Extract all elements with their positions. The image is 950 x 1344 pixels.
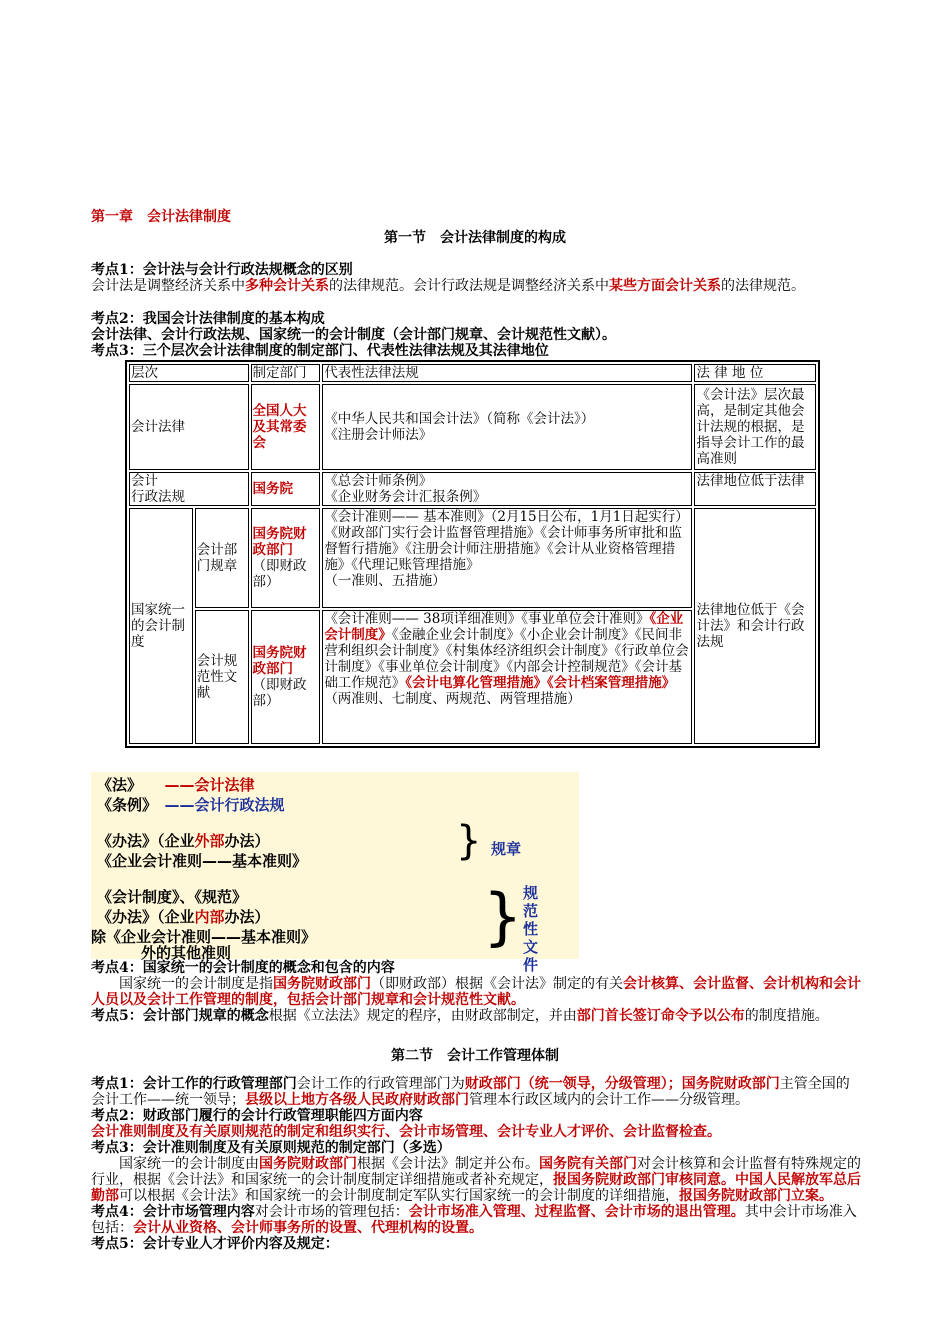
r1-level: 会计法律 <box>129 384 249 470</box>
r4-laws: 《会计准则—— 38项详细准则》《事业单位会计准则》《企业会计制度》《金融企业会计制度》《小企业会计制度》《民间非营利组织会计制度》《村集体经济组织会计制度》《行政单位会计制度》《事业单位会计制度》《内部会计控制规范》《会计基础工作规范》《会计电算化管理措施》《会计档案管理措施》（两准则、七制度、两规范、两管理措施） <box>322 610 692 744</box>
th-dept: 制定部门 <box>251 364 321 382</box>
chapter-title: 第一章 会计法律制度 <box>91 209 231 225</box>
r1-laws: 《中华人民共和国会计法》（简称《会计法》） 《注册会计师法》 <box>322 384 692 470</box>
r3-level: 国家统一的会计制度 <box>129 508 193 744</box>
r3-laws: 《会计准则—— 基本准则》（2月15日公布，1月1日起实行） 《财政部门实行会计监督管理措施》《会计师事务所审批和监督暂行措施》《注册会计师注册措施》《会计从业资格管理措施》《代理记账管理措施》 （一准则、五措施） <box>322 508 692 608</box>
fig-line1: 《法》 ——会计法律 <box>97 776 255 794</box>
fig-brace2: } <box>483 880 523 953</box>
r2-status: 法律地位低于法律 <box>694 472 816 506</box>
s2-point2-body: 会计准则制度及有关原则规范的制定和组织实行、会计市场管理、会计专业人才评价、会计监督检查。 <box>91 1124 721 1140</box>
r2-level: 会计 行政法规 <box>129 472 249 506</box>
r4-sub: 会计规范性文献 <box>195 610 249 744</box>
fig-group2: 规范性文件 <box>523 884 539 974</box>
point1 <box>91 262 861 294</box>
r3-status: 法律地位低于《会计法》和会计行政法规 <box>694 508 816 744</box>
section2-title: 第二节 会计工作管理体制 <box>391 1048 559 1064</box>
fig-group1: 规章 <box>491 840 522 858</box>
s2-point5-heading: 考点5：会计专业人才评价内容及规定： <box>91 1236 339 1252</box>
point2 <box>91 311 861 359</box>
point4 <box>91 960 861 1024</box>
point3-heading: 考点3：三个层次会计法律制度的制定部门、代表性法律法规及其法律地位 <box>91 343 549 359</box>
r3-sub: 会计部门规章 <box>195 508 249 608</box>
th-laws: 代表性法律法规 <box>322 364 692 382</box>
fig-line8: 外的其他准则 <box>141 944 232 962</box>
fig-line3: 《办法》（企业外部办法） <box>97 832 270 850</box>
point1-heading: 考点1：会计法与会计行政法规概念的区别 <box>91 262 353 278</box>
r1-status: 《会计法》层次最高，是制定其他会计法规的根据，是指导会计工作的最高准则 <box>694 384 816 470</box>
fig-line6: 《办法》（企业内部办法） <box>97 908 270 926</box>
fig-line2: 《条例》 ——会计行政法规 <box>97 796 285 814</box>
section1-title: 第一节 会计法律制度的构成 <box>384 230 566 246</box>
fig-line7: 除《企业会计准则——基本准则》 <box>91 928 317 946</box>
section2-body <box>91 1076 861 1252</box>
s2-point3-body: 国家统一的会计制度由国务院财政部门根据《会计法》制定并公布。国务院有关部门对会计核算和会计监督有特殊规定的行业，根据《会计法》和国家统一的会计制度制定详细措施或者补充规定，报国务院财政部门审核同意。中国人民解放军总后勤部可以根据《会计法》和国家统一的会计制度制定军队实行国家统一的会计制度的详细措施，报国务院财政部门立案。 <box>91 1156 861 1204</box>
r2-laws: 《总会计师条例》 《企业财务会计汇报条例》 <box>322 472 692 506</box>
r1-dept: 全国人大及其常委会 <box>251 384 321 470</box>
r4-dept-cell: 国务院财政部门（即财政部） <box>251 610 321 744</box>
point5-body: 考点5：会计部门规章的概念根据《立法法》规定的程序，由财政部制定，并由部门首长签订命令予以公布的制度措施。 <box>91 1008 829 1024</box>
s2-point2-heading: 考点2：财政部门履行的会计行政管理职能四方面内容 <box>91 1108 423 1124</box>
fig-brace1: } <box>456 818 482 864</box>
s2-point1: 考点1：会计工作的行政管理部门会计工作的行政管理部门为财政部门（统一领导，分级管理）；国务院财政部门主管全国的会计工作——统一领导；县级以上地方各级人民政府财政部门管理本行政区域内的会计工作——分级管理。 <box>91 1076 850 1108</box>
s2-point3-heading: 考点3：会计准则制度及有关原则规范的制定部门（多选） <box>91 1140 451 1156</box>
fig-line4: 《企业会计准则——基本准则》 <box>97 852 308 870</box>
law-levels-table <box>125 360 820 748</box>
point2-heading: 考点2：我国会计法律制度的基本构成 <box>91 311 325 327</box>
point4-heading: 考点4：国家统一的会计制度的概念和包含的内容 <box>91 960 395 976</box>
point1-body: 会计法是调整经济关系中多种会计关系的法律规范。会计行政法规是调整经济关系中某些方面会计关系的法律规范。 <box>91 278 805 294</box>
s2-point4: 考点4：会计市场管理内容对会计市场的管理包括：会计市场准入管理、过程监督、会计市场的退出管理。其中会计市场准入包括：会计从业资格、会计师事务所的设置、代理机构的设置。 <box>91 1204 857 1236</box>
point2-body: 会计法律、会计行政法规、国家统一的会计制度（会计部门规章、会计规范性文献）。 <box>91 327 616 343</box>
r3-dept-cell: 国务院财政部门（即财政部） <box>251 508 321 608</box>
point4-body: 国家统一的会计制度是指国务院财政部门（即财政部）根据《会计法》制定的有关会计核算、会计监督、会计机构和会计人员以及会计工作管理的制度，包括会计部门规章和会计规范性文献。 <box>91 976 861 1008</box>
r2-dept: 国务院 <box>251 472 321 506</box>
fig-line5: 《会计制度》、《规范》 <box>97 888 248 906</box>
th-level: 层次 <box>129 364 249 382</box>
th-status: 法 律 地 位 <box>694 364 816 382</box>
